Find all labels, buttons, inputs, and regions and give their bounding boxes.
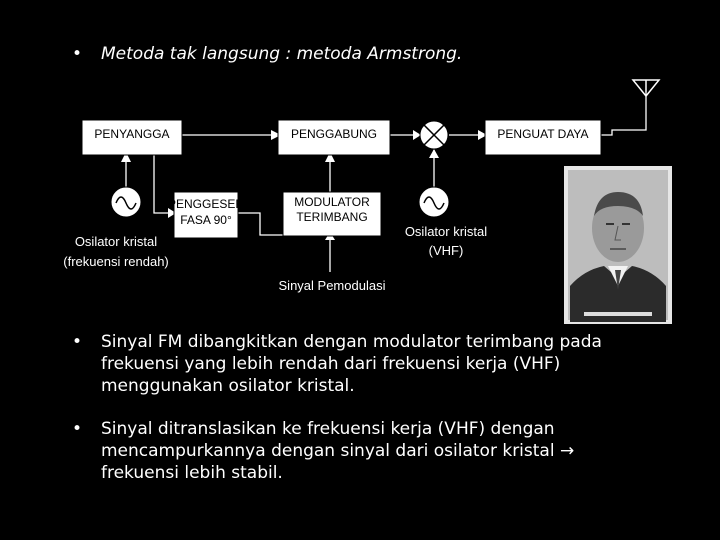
bullet-text-method: Metoda tak langsung : metoda Armstrong. xyxy=(101,44,463,64)
bullet-marker: • xyxy=(72,419,83,439)
mixer-icon xyxy=(420,121,448,149)
line-to-modulator xyxy=(238,213,283,235)
label-osc-low-1: Osilator kristal xyxy=(74,234,158,249)
oscillator-low-icon xyxy=(111,187,141,217)
label-penyangga: PENYANGGA xyxy=(94,127,170,141)
label-osc-low-2: (frekuensi rendah) xyxy=(63,254,169,269)
label-sinyal-pemodulasi: Sinyal Pemodulasi xyxy=(278,278,386,293)
label-penguat-daya: PENGUAT DAYA xyxy=(497,127,589,141)
label-osc-vhf-2: (VHF) xyxy=(428,243,464,258)
label-penggeser-2: FASA 90° xyxy=(180,213,232,227)
arrow-mixer-up xyxy=(429,149,439,158)
bullet-text-fm: Sinyal FM dibangkitkan dengan modulator terimbang pada frekuensi yang lebih rendah dari frekuensi kerja (VHF) menggunakan osilator kristal. xyxy=(101,332,602,396)
label-osc-vhf-1: Osilator kristal xyxy=(404,224,488,239)
label-modulator-2: TERIMBANG xyxy=(296,210,368,224)
line-to-antenna xyxy=(601,92,646,135)
label-penggeser-1: PENGGESER xyxy=(167,197,245,211)
oscillator-vhf-icon xyxy=(419,187,449,217)
bullet-marker: • xyxy=(72,332,83,352)
bullet-marker: • xyxy=(72,44,83,64)
label-penggabung: PENGGABUNG xyxy=(290,127,378,141)
armstrong-portrait xyxy=(564,166,672,324)
label-modulator-1: MODULATOR xyxy=(294,195,370,209)
bullet-text-translation: Sinyal ditranslasikan ke frekuensi kerja (VHF) dengan mencampurkannya dengan sinyal dari osilator kristal → frekuensi lebih stabil. xyxy=(101,419,575,483)
